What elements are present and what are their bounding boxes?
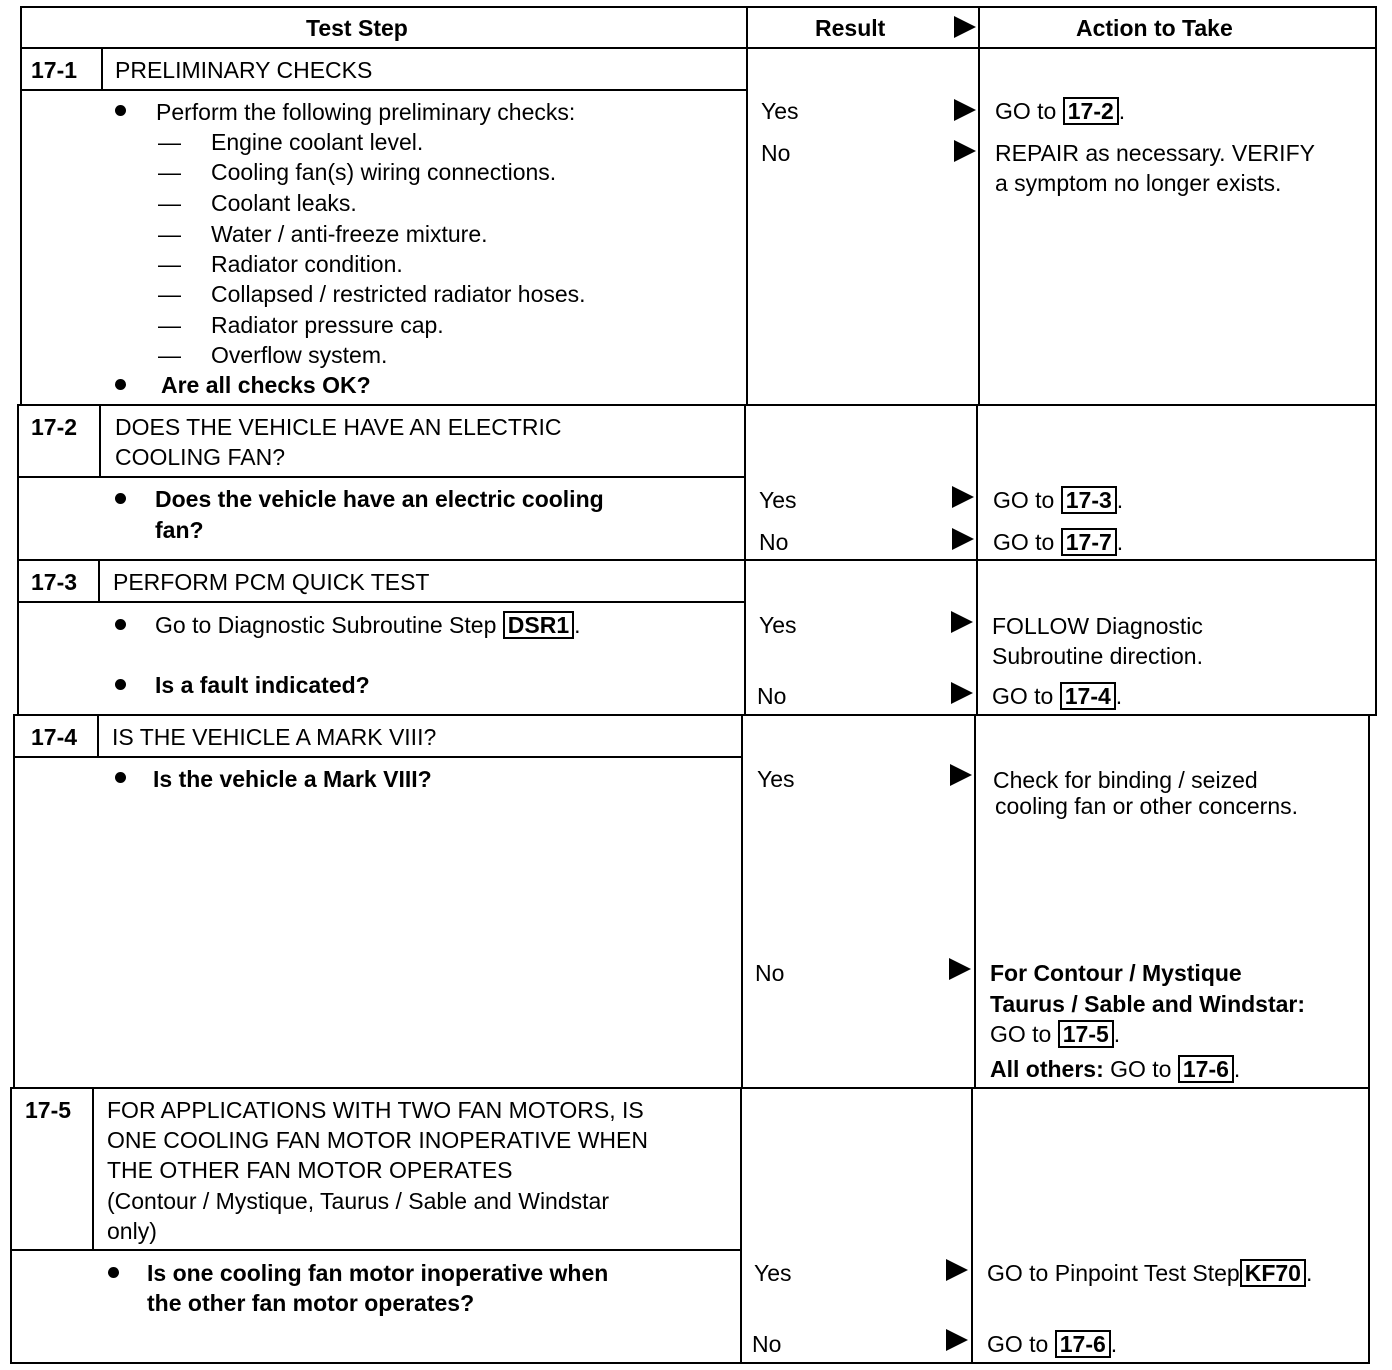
- step-question: Is a fault indicated?: [155, 672, 370, 698]
- dash-icon: —: [158, 221, 181, 247]
- step-ref: 17-6: [1055, 1330, 1111, 1358]
- step-question: Is one cooling fan motor inoperative when: [147, 1260, 609, 1286]
- bullet-icon: [115, 772, 126, 783]
- action-goto: All others: GO to 17-6 .: [990, 1056, 1241, 1082]
- result-no: No: [761, 140, 791, 166]
- action-text: a symptom no longer exists.: [995, 170, 1282, 196]
- check-item: Water / anti-freeze mixture.: [211, 221, 488, 247]
- number-divider: [101, 49, 103, 90]
- table-border: [10, 1362, 1370, 1364]
- step-number: 17-2: [31, 414, 78, 440]
- check-item: Radiator pressure cap.: [211, 312, 444, 338]
- arrow-icon: [954, 16, 976, 38]
- step-title: IS THE VEHICLE A MARK VIII?: [112, 724, 437, 750]
- arrow-icon: [951, 682, 973, 704]
- action-text: For Contour / Mystique: [990, 960, 1242, 986]
- result-yes: Yes: [754, 1260, 792, 1286]
- result-yes: Yes: [759, 487, 797, 513]
- action-goto: GO to 17-7 .: [993, 529, 1124, 555]
- title-divider: [17, 476, 746, 478]
- dash-icon: —: [158, 190, 181, 216]
- action-text: Subroutine direction.: [992, 643, 1203, 669]
- step-title: PERFORM PCM QUICK TEST: [113, 569, 430, 595]
- column-divider: [974, 715, 976, 1088]
- bullet-icon: [115, 679, 126, 690]
- row-divider: [10, 1087, 1370, 1089]
- action-goto: GO to 17-5 .: [990, 1021, 1121, 1047]
- result-yes: Yes: [761, 98, 799, 124]
- step-title: DOES THE VEHICLE HAVE AN ELECTRIC: [115, 414, 562, 440]
- bullet-icon: [115, 105, 126, 116]
- result-no: No: [759, 529, 789, 555]
- action-goto: GO to 17-6 .: [987, 1331, 1118, 1357]
- title-divider: [17, 601, 746, 603]
- result-yes: Yes: [759, 612, 797, 638]
- column-divider: [740, 1088, 742, 1364]
- row-divider: [17, 559, 1377, 561]
- arrow-icon: [946, 1259, 968, 1281]
- number-divider: [99, 406, 101, 477]
- dash-icon: —: [158, 281, 181, 307]
- header-divider: [20, 47, 1377, 49]
- dash-icon: —: [158, 342, 181, 368]
- result-no: No: [757, 683, 787, 709]
- table-border: [20, 6, 1377, 8]
- action-goto: GO to Pinpoint Test Step KF70 .: [987, 1260, 1313, 1286]
- action-goto: GO to 17-3 .: [993, 487, 1124, 513]
- arrow-icon: [952, 486, 974, 508]
- step-title: ONE COOLING FAN MOTOR INOPERATIVE WHEN: [107, 1127, 648, 1153]
- action-text: Taurus / Sable and Windstar:: [990, 991, 1306, 1017]
- step-ref: 17-7: [1061, 528, 1117, 556]
- arrow-icon: [954, 99, 976, 121]
- step-ref: 17-5: [1058, 1020, 1114, 1048]
- step-instruction: Perform the following preliminary checks:: [156, 99, 576, 125]
- arrow-icon: [949, 958, 971, 980]
- bullet-icon: [108, 1267, 119, 1278]
- arrow-icon: [952, 528, 974, 550]
- step-title: COOLING FAN?: [115, 444, 285, 470]
- title-divider: [13, 756, 743, 758]
- dash-icon: —: [158, 159, 181, 185]
- row-divider: [13, 714, 1377, 716]
- check-item: Collapsed / restricted radiator hoses.: [211, 281, 586, 307]
- arrow-icon: [954, 140, 976, 162]
- number-divider: [98, 561, 100, 602]
- step-title: FOR APPLICATIONS WITH TWO FAN MOTORS, IS: [107, 1097, 644, 1123]
- step-ref: 17-3: [1061, 486, 1117, 514]
- step-question: fan?: [155, 517, 204, 543]
- arrow-icon: [946, 1329, 968, 1351]
- action-goto: GO to 17-4 .: [992, 683, 1123, 709]
- action-text: FOLLOW Diagnostic: [992, 613, 1203, 639]
- dash-icon: —: [158, 129, 181, 155]
- dash-icon: —: [158, 251, 181, 277]
- action-goto: GO to 17-2 .: [995, 98, 1126, 124]
- bullet-icon: [115, 619, 126, 630]
- bullet-icon: [115, 493, 126, 504]
- check-item: Engine coolant level.: [211, 129, 424, 155]
- column-divider: [741, 715, 743, 1088]
- action-text: REPAIR as necessary. VERIFY: [995, 140, 1315, 166]
- check-item: Cooling fan(s) wiring connections.: [211, 159, 557, 185]
- arrow-icon: [950, 764, 972, 786]
- header-action: Action to Take: [1076, 15, 1233, 41]
- number-divider: [92, 1089, 94, 1250]
- step-question: Is the vehicle a Mark VIII?: [153, 766, 432, 792]
- step-title: (Contour / Mystique, Taurus / Sable and Windstar: [107, 1188, 609, 1214]
- header-result: Result: [815, 15, 886, 41]
- header-test-step: Test Step: [306, 15, 408, 41]
- row-divider: [17, 404, 1377, 406]
- step-question: Does the vehicle have an electric cooling: [155, 486, 604, 512]
- column-divider: [971, 1088, 973, 1364]
- action-text: cooling fan or other concerns.: [995, 793, 1299, 819]
- step-title: PRELIMINARY CHECKS: [115, 57, 373, 83]
- result-no: No: [755, 960, 785, 986]
- pinpoint-ref: KF70: [1240, 1259, 1306, 1287]
- step-ref: 17-2: [1063, 97, 1119, 125]
- table-border: [13, 715, 15, 1088]
- step-number: 17-4: [31, 724, 78, 750]
- step-title: only): [107, 1218, 157, 1244]
- check-item: Radiator condition.: [211, 251, 403, 277]
- step-number: 17-5: [25, 1097, 72, 1123]
- table-border: [20, 6, 22, 406]
- table-border: [1375, 6, 1377, 716]
- check-item: Overflow system.: [211, 342, 388, 368]
- step-number: 17-1: [31, 57, 78, 83]
- table-border: [1368, 715, 1370, 1364]
- subroutine-ref: DSR1: [503, 611, 574, 639]
- check-item: Coolant leaks.: [211, 190, 357, 216]
- result-yes: Yes: [757, 766, 795, 792]
- result-no: No: [752, 1331, 782, 1357]
- bullet-icon: [115, 379, 126, 390]
- arrow-icon: [951, 611, 973, 633]
- step-number: 17-3: [31, 569, 78, 595]
- number-divider: [97, 716, 99, 757]
- table-border: [10, 1088, 12, 1364]
- column-divider: [746, 6, 748, 406]
- step-title: THE OTHER FAN MOTOR OPERATES: [107, 1157, 513, 1183]
- column-divider: [978, 6, 980, 406]
- step-ref: 17-4: [1060, 682, 1116, 710]
- step-ref: 17-6: [1178, 1055, 1234, 1083]
- title-divider: [20, 89, 748, 91]
- title-divider: [10, 1249, 742, 1251]
- action-text: Check for binding / seized: [993, 767, 1258, 793]
- dash-icon: —: [158, 312, 181, 338]
- step-question: Are all checks OK?: [161, 372, 371, 398]
- step-instruction: Go to Diagnostic Subroutine Step DSR1 .: [155, 612, 581, 638]
- step-question: the other fan motor operates?: [147, 1290, 475, 1316]
